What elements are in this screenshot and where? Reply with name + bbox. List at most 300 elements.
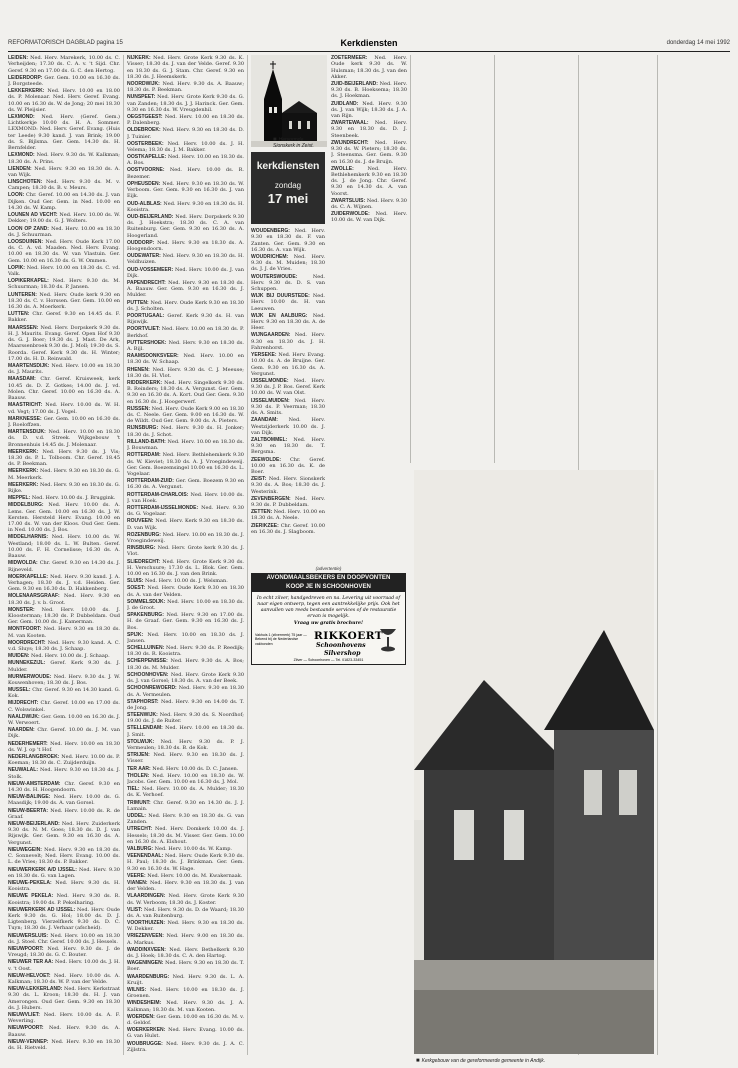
listing-entry [127,826,244,845]
place-name: LOON: [8,192,25,199]
column-divider [657,55,658,1055]
place-name: LIENDEN: [8,165,32,172]
listing-column-2 [127,55,244,1055]
listing-entry [8,767,120,780]
place-name: RIJNSBURG: [127,425,159,432]
listing-entry [127,425,244,438]
place-name: OUDDORP: [127,239,155,246]
place-name: MIDDELHARNIS: [8,534,48,541]
listing-entry [8,179,120,192]
sionskerk-image [251,55,327,150]
place-name: ROTTERDAM: [127,452,161,459]
listing-entry [8,808,120,821]
listing-entry [127,340,244,353]
service-times: Ned. Herv. Oude kerk 9.30 ds. W. Hulsman; 18.30 ds. J. van den Akker. [331,55,407,80]
listing-entry [251,332,325,351]
listing-entry [8,152,120,165]
place-name: ZUIDLAND: [331,100,359,107]
listing-entry [8,468,120,481]
place-name: NIEUWE-PEKELA: [8,879,52,886]
place-name: NIEUWE PEKELA: [8,893,54,900]
service-times: Chr. Geref. Kruisweek, kerk 10.45 ds. D. Z. Gotkes; 14.00 ds. J. vd. Molen. Chr. Geref. 10.00 en 16.30 ds. A. Baauw. [8,376,120,402]
listing-entry [127,699,244,712]
listing-entry [127,94,244,113]
service-times: Ned. Herv. Bethelkerk 9.30 ds. J. Hoek; 18.30 ds. C. A. den Hartog. [127,946,244,960]
place-name: IJSSELMONDE: [251,377,289,384]
title-line-3: 17 mei [267,191,309,206]
service-times: Chr. Geref. 10.00 en 16.30 ds. J. Slagboom. [251,522,325,535]
service-times: Ned. Herv. 10.00 ds. A. Kalkman; 18.30 ds. W. P. van der Velde. [8,972,120,985]
place-name: WOUDENBERG: [251,228,290,234]
service-times: Ned. Herv. 9.30 kand. J. A. Verhagen; 18.30 ds. J. v.d. Heiden. Ger. Gem. 9.30 en 16.30 ds. D. Hakkenberg. [8,573,120,593]
listing-entry [127,987,244,1000]
listing-entry [8,416,120,429]
service-times: Ned. Herv. 9.30 ds. J. van Wijk; 18.30 ds. J. A. van Rijn. [331,100,407,120]
place-name: LEKKERKERK: [8,88,45,95]
listing-entry [8,226,120,239]
listing-entry [8,502,120,533]
service-times: Ned. Herv. 9.30 kand. A. C. v.d. Sluys; 18.30 ds. J. Schaap. [8,639,120,652]
listing-entry [8,449,120,468]
place-name: WOUTERSWOUDE: [251,273,298,280]
place-name: WOERKERKEN: [127,1027,166,1034]
service-times: Ned. Herv. 9.30 en 18.30 ds. G. Rijke. [8,481,120,494]
listing-entry [127,1014,244,1027]
listing-entry [127,645,244,658]
listing-entry [8,363,120,376]
service-times: Ned. Herv. 9.30 en 18.30 ds. W. Dekker. [127,920,244,933]
place-name: PAPENDRECHT: [127,279,166,286]
service-times: Ned. Herv. 10.00 en 18.30 ds. J. Schuurman. [8,225,120,238]
listing-entry [127,893,244,906]
place-name: WADDINXVEEN: [127,946,166,953]
listing-entry [127,114,244,127]
place-name: TRIMUNT: [127,799,151,806]
place-name: THOLEN: [127,772,150,779]
listing-entry [127,739,244,752]
service-times: Ned. Herv. 9.30 ds. A. Baauw; 18.30 ds. P. Beekman. [127,80,244,94]
place-name: ZEIST: [251,476,267,483]
service-times: Ned. Herv. 9.30 ds. A. Baauw. [8,1025,120,1038]
section-title: Kerkdiensten [340,38,398,48]
ad-headline [252,574,405,592]
listing-entry [251,437,325,456]
listing-entry [251,228,325,253]
service-times: Ned. Herv. 9.30 ds. M. v. Campen; 18.30 ds. B. v. Meurs. [8,179,120,192]
listing-entry [127,545,244,558]
listing-entry [127,773,244,786]
ad-tagline: Vraag uw gratis brochure! [293,621,364,626]
listing-entry [8,907,120,932]
listing-entry [8,75,120,88]
service-times: Ned. Herv. 9.30 en 18.30 ds. A. Hoogendoorn. [127,239,244,253]
listing-entry [251,352,325,377]
listing-entry [127,920,244,933]
column-divider [494,55,495,463]
place-name: MEERKERK: [8,481,39,488]
place-name: VIANEN: [127,879,148,886]
place-name: MOORDRECHT: [8,639,46,646]
listing-entry [127,933,244,946]
listing-entry [8,192,120,211]
service-times: Ned. Herv. Grote Kerk 9.30 ds. H. Verschuure; 17.30 ds. L. Blok. Ger. Gem. 10.00 en 16.30 ds. J. van den Brink. [127,558,244,577]
listing-entry [8,687,120,700]
listing-entry [127,1041,244,1054]
chalice-icon [376,627,400,653]
place-name: OLDEBROEK: [127,127,161,134]
listing-entry [127,612,244,631]
place-name: SOMMELSDIJK: [127,598,166,605]
place-name: NEDERLANGBROEK: [8,754,60,761]
place-name: NIEUWERSLUIS: [8,932,48,939]
listing-entry [8,674,120,687]
service-times: Ned. Herv. 9.30 en 17.00 ds. H. de Graaf. Ger. Gem. 9.30 en 16.30 ds. J. Bos. [127,612,244,631]
listing-entry [8,754,120,767]
place-name: NIEUW-LEKKERLAND: [8,986,63,993]
service-times: Ned. Herv. 9.30 ds. C. J. Meeuse; 18.30 ds. H. Vlot. [127,366,244,379]
listing-entry [8,534,120,559]
listing-column-4 [331,55,407,560]
place-name: MARKNESSE: [8,415,42,422]
listing-entry [8,325,120,363]
service-times: Ned. Herv. 10.00 en 18.30 ds. W. Jacobs. Ger. Gem. 10.00 en 16.30 ds. J. Mol. [127,772,244,785]
service-times: Ned. Herv. Kerkstraat 9.30 ds. L. Kroon; 18.30 ds. H. J. van Amerongen. Oud Ger. Gem. 9.30 en 18.30 ds. J. Hubers. [8,986,120,1011]
listing-entry [127,974,244,987]
place-name: WOERDEN: [127,1013,155,1020]
place-name: MEPPEL: [8,495,31,502]
place-name: OUD-VOSSEMEER: [127,266,174,273]
listing-entry [331,166,407,197]
service-times: Ned. Herv. 9.30 en 18.30 ds. G. van Zanden. [127,812,244,826]
place-name: ROUVEEN: [127,518,154,525]
service-times: Ger. Gem. 10.00 en 16.30 ds. J. Roeloffzen. [8,415,120,428]
place-name: NIEUW-VENNEP: [8,1038,49,1045]
listing-entry [331,55,407,80]
place-name: NIEUW-AMSTERDAM: [8,780,61,787]
service-times: Ned. Herv. 10.00 ds. H. van Leeuwen. [251,293,325,312]
place-name: MAARTENSDIJK: [8,363,50,369]
service-times: Ned. Herv. Oude Kerk 9.30 en 18.30 ds. A. van der Velden. [127,585,244,598]
listing-entry [127,167,244,180]
place-name: MIJDRECHT: [8,700,39,707]
listing-entry [127,658,244,671]
place-name: ZEEWOLDE: [251,456,281,463]
place-name: SPAKENBURG: [127,612,164,619]
service-times: Ned. Herv. 9.30 ds. W. Pieters; 18.30 ds. J. Steensma. Ger. Gem. 9.30 en 16.30 ds. J. de Bruijn. [331,139,407,165]
service-times: Ned. Herv. 9.30 ds. P. Veerman; 18.30 ds. A. Smits. [251,397,325,417]
listing-entry [8,714,120,727]
listing-entry [331,140,407,165]
column-divider [410,55,411,463]
advertisement [251,566,406,666]
service-times: Ned. Herv. 10.00 en 18.30 ds. D. v.d. Streek. Wijkgebouw 't Bronnenhuis 14.45 ds. J. Molenaar. [8,429,120,448]
service-times: Ned. Herv. 10.00 en 18.30 ds. P. Berkhof. [127,326,244,339]
listing-entry [127,81,244,94]
place-name: RILLAND-BATH: [127,438,166,445]
place-name: WAARDENBURG: [127,973,170,980]
listing-entry [8,212,120,225]
place-name: NIEUW-HELVOET: [8,972,51,979]
service-times: Ned. Herv. 9.30 ds. L. A. Kruijt. [127,973,244,986]
place-name: MONSTER: [8,606,35,613]
service-times: Geref. Kerk 9.30 ds. H. van Rijswijk. [127,313,244,326]
service-times: Ned. Herv. 9.30 en 18.30 ds. J. Visser. [127,752,244,765]
listing-entry [127,632,244,645]
place-name: POORTUGAAL: [127,313,165,319]
place-name: UDDEL: [127,812,146,819]
place-name: STRIJEN: [127,752,150,759]
service-times: Ned. Herv. 9.30 ds. P. J. Vermeulen; 18.30 ds. B. de Kok. [127,738,244,752]
place-name: OUD-BEIJERLAND: [127,213,174,220]
place-name: MAARSSEN: [8,324,39,331]
place-name: TER AAR: [127,765,151,772]
place-name: ZWOLLE: [331,165,354,172]
place-name: ZALTBOMMEL: [251,436,288,443]
listing-entry [127,505,244,518]
place-name: MOERKAPELLE: [8,573,48,580]
ad-brand-sub-1: Schoonhovens [316,642,366,649]
place-name: STOLWIJK: [127,738,155,745]
listing-entry [331,120,407,139]
listing-entry [251,254,325,273]
service-times: Ned. Herv. 10.00 ds. R. Bezemer. [127,167,244,180]
service-times: Ned. Herv. Grote Kerk 9.30 ds. G. van Zanden; 18.30 ds. J. J. Harinck. Ger. Gem. 9.30 en 16.30 ds. W. Vreugdenhil. [127,94,244,113]
place-name: NIEUW-BEERTA: [8,807,49,814]
listing-entry [251,274,325,293]
service-times: Ned. Herv. 9.30 en 14.00 ds. T. de Jong. [127,698,244,711]
service-times: Ned. Herv. Bethlehemkerk 9.30 ds. W. Kieviet; 18.30 ds. A. J. Vroegindeweij. Ger. Gem. Boezemsingel 10.00 en 16.30 ds. L. Vogelaar. [127,452,244,478]
service-times: Ned. Herv. 9.30 ds. S. Noordhof; 19.00 ds. J. de Ruiter. [127,712,244,725]
header-rule [8,51,730,52]
listing-entry [127,439,244,452]
place-name: NIEUWERKERK AD IJSSEL: [8,906,76,913]
service-times: Ned. Herv. 9.30 en 18.30 ds. H. Kooistra. [127,200,244,213]
service-times: Ned. Herv. 9.30 ds. A. Bos; 18.30 ds. M. Mulder. [127,658,244,671]
ad-brand-sub-2: Silvershop [324,650,361,657]
listing-entry [8,700,120,713]
service-times: Ned. Herv. 10.00 ds. J. van Dijk. [127,266,244,279]
service-times: Ned. Herv. 9.00 en 18.30 ds. A. Markus. [127,933,244,946]
service-times: Ned. Herv. 9.30 en 18.30 ds. C. Sonnevelt; Ned. Herv. Evang. 10.00 ds. L. de Vries; 18.30 ds. P. Bakker. [8,846,120,866]
listing-column-6 [498,55,574,463]
place-name: ZUID-BEIJERLAND: [331,80,378,87]
listing-entry [8,781,120,794]
place-name: ROTTERDAM-CHARLOIS: [127,491,189,498]
listing-entry [127,960,244,973]
service-times: Ned. Herv. Westzijderkerk 10.00 ds. J. van Dijk. [251,417,325,436]
place-name: MUSSEL: [8,687,31,694]
place-name: POORTVLIET: [127,326,161,333]
place-name: NIJKERK: [127,55,151,61]
place-name: WIJNGAARDEN: [251,332,291,339]
place-name: OOSTERBEEK: [127,140,164,147]
place-name: LUTTEN: [8,311,30,318]
place-name: YERSEKE: [251,352,277,359]
service-times: Ned. Herv. 9.30 ds. C. A. Wijnen. [331,197,407,211]
page-header [8,37,730,51]
service-times: Ned. Herv. 10.00 en 18.30 ds. W. J. op 't Hof. [8,740,120,753]
listing-entry [127,367,244,380]
listing-entry [8,166,120,179]
listing-entry [8,402,120,415]
listing-entry [8,847,120,866]
service-times: Ned. Herv. Dorpskerk 9.30 ds. H. J. Maurits. Evang. Geref. Open Hof 9.30 ds. G. J. Boer; 19.30 ds. J. Mast. De Ark, Maarssenbroek 9.30 ds. J. Moll; 19.30 ds. S. Roorda. Geref. Kerk 9.30 ds. H. Winter; 17.00 ds. H. D. Reinwald. [8,324,120,362]
place-name: VEENENDAAL: [127,853,164,860]
listing-entry [127,880,244,893]
place-name: LINSCHOTEN: [8,179,43,186]
place-name: SCHERPENISSE: [127,658,168,665]
listing-entry [8,640,120,653]
listing-entry [127,452,244,477]
service-times: Ned. Herv. 9.30 ds. J. P. Bos. Geref. Kerk 10.00 ds. W. van Olst. [251,377,325,397]
listing-entry [127,326,244,339]
listing-entry [127,127,244,140]
place-name: ROTTERDAM-ZUID: [127,478,174,485]
service-times: Ned. Herv. 10.00 en 18.00 ds. P. Molenaar. Ned. Herv. Geref. Evang. 10.00 en 16.30 ds. W. de Jong; 20 mei 18.30 ds. W. Pleijsier. [8,88,120,113]
service-times: Ned. Herv. 10.00 en 18.30 ds. J. Jansen. [127,631,244,644]
service-times: Ger. Gem. 10.00 en 16.30 ds. J. Borgsteede. [8,74,120,87]
listing-entry [127,578,244,584]
place-name: SCHELLUINEN: [127,645,165,652]
place-name: WIJK BIJ DUURSTEDE: [251,293,310,300]
andijk-church-image [414,470,654,1054]
place-name: NIEUW-BEIJERLAND: [8,820,60,827]
listing-entry [127,1000,244,1013]
place-name: LOPIK: [8,264,25,271]
place-name: MEERKERK: [8,448,39,455]
service-times: Ned. Herv. 10.00 en 18.30 ds. A. Bos. [127,154,244,167]
listing-entry [251,293,325,312]
place-name: MOLENAARSGRAAF: [8,593,60,600]
listing-entry [331,101,407,120]
ad-headline-line-2: KOOP JE IN SCHOONHOVEN [286,582,371,590]
service-times: Ned. Herv. 10.00 ds. J. H. v. 't Oost. [8,959,120,972]
place-name: RINSBURG: [127,545,156,552]
service-times: Ned. Herv. Grote Kerk 9.30 ds. J. van Gorsel; 18.30 ds. A. van der Beek. [127,671,244,685]
listing-entry [8,607,120,626]
service-times: Ned. Herv. Kerk 9.30 en 18.30 ds. D. van Wijk. [127,518,244,531]
place-name: PUTTERSHOEK: [127,339,167,346]
listing-entry [127,907,244,920]
place-name: MIDWOLDA: [8,560,38,567]
listing-entry [8,88,120,113]
listing-entry [127,518,244,531]
place-name: ZIERIKZEE: [251,522,279,529]
place-name: MAASDAM: [8,376,36,383]
place-name: LEXMOND: [8,113,35,120]
place-name: SLIEDRECHT: [127,558,161,565]
service-times: Ned. Herv. 9.30 en 18.30 ds. F. van Zanten. Ger. Gem. 9.30 en 16.30 ds. A. van Wijk. [251,228,325,253]
listing-entry [251,476,325,495]
listing-entry [8,946,120,959]
place-name: ZOETERMEER: [331,55,368,61]
service-times: Ned. Herv. 10.00 ds. J. Schaap. [29,653,110,660]
service-times: Ned. Herv. Evang. 10.00 ds. G. van Hulst. [127,1027,244,1040]
place-name: ZEVENBERGEN: [251,495,291,502]
service-times: Ned. Herv. 9.30 ds. J. A. Kalkman; 18.30 ds. M. van Kooten. [127,1000,244,1013]
listing-entry [8,292,120,311]
place-name: TIEL: [127,786,140,793]
service-times: Ned. Herv. 9.30 ds. J. Vis; 18.30 ds. P. L. Tolboom. Chr. Geref. 18.45 ds. P. Beekman. [8,448,120,468]
service-times: Ned. Herv. Marekerk, 10.00 ds. C. Verheijden; 17.30 ds. C. A. v. 't Sijd. Chr. Geref. 9.30 en 17.00 ds. G. C. den Hertog. [8,55,120,74]
service-times: Ned. Herv. 9.30 ds. B. Hoeksema; 18.30 ds. J. Hoekman. [331,80,407,100]
listing-entry [8,376,120,401]
service-times: Ned. Herv. 9.30 en 18.30 ds. A. Bijl. [127,339,244,353]
church-photo-caption [273,137,325,149]
bullet-icon: ■ [273,137,277,143]
service-times: Ned. Herv. Grote kerk 9.30 ds. J. Vlot. [127,545,244,558]
place-name: ZWARTEWAAL: [331,120,369,127]
listing-entry [127,813,244,826]
service-times: Chr. Geref. 9.30 en 14.45 ds. F. Bakker. [8,311,120,324]
place-name: NIEUWVLIET: [8,1012,40,1019]
section-title-box [251,152,325,224]
service-times: Ned. Herv. 10.00 ds. W. van Dijk. [331,211,407,224]
place-name: OPHEUSDEN: [127,180,161,187]
listing-entry [331,198,407,211]
service-times: Ned. Herv. 10.00 ds. W. Kamp. [153,845,232,852]
listing-entry [8,660,120,673]
listing-entry [8,239,120,264]
listing-entry [8,495,120,501]
service-times: Ned. Herv. 9.30 en 18.30 ds. J. Stolk. [8,767,120,780]
listing-entry [8,880,120,893]
place-name: LEXMOND: [8,152,35,159]
place-name: VOORTHUIZEN: [127,920,166,927]
listing-entry [127,154,244,167]
place-name: RHENEN: [127,366,150,373]
listing-entry [127,353,244,366]
listing-entry [8,959,120,972]
listing-entry [127,253,244,266]
service-times: Ned. Herv. 10.00 ds. J. H. Velema; 18.30 ds. J. M. Bakker. [127,140,244,153]
service-times: Ned. Herv. 10.00 en 18.30 ds. J. Stoel. Chr. Geref. 10.00 ds. J. Hessels. [8,932,120,945]
listing-entry [8,482,120,495]
service-times: Ned. Herv. 10.00 ds. J. van Hoek. [127,491,244,504]
listing-entry [8,727,120,740]
place-name: WOUBRUGGE: [127,1040,163,1047]
place-name: VLAARDINGEN: [127,893,166,900]
listing-entry [127,313,244,326]
place-name: LOUNEN AD VECHT: [8,212,58,219]
service-times: Ned. Herv. Zuiderkerk 9.30 ds. N. M. Goes; 18.30 ds. D. J. van Rijswijk. Ger. Gem. 9.30 en 16.30 ds. A. Vergunst. [8,820,120,846]
service-times: Ned. Herv. 9.30 en 18.30 ds. J. H. Fahrenhorst. [251,332,325,351]
service-times: Ned. Herv. Oude Kerk 9.30 ds. H. Paul; 18.30 ds. J. Brinkman. Ger. Gem. 9.30 en 16.30 ds. W. Hage. [127,853,244,872]
listing-entry [127,725,244,738]
service-times: Ned. Herv. Grote Kerk 9.30 ds. K. Visser; 18.30 ds. J. van der Velde. Geref. 9.30 en 18.30 ds. G. J. Stam. Chr. Geref. 9.30 en 18.30 ds. J. Heemskerk. [127,55,244,80]
listing-entry [127,181,244,200]
listing-entry [8,933,120,946]
service-times: Ned. Herv. Oude kerk 9.30 en 18.30 ds. C. v. Horssen. Ger. Gem. 10.00 en 16.30 ds. A. Moerkerk. [8,291,120,311]
listing-column-8 [661,55,730,1055]
listing-entry [8,794,120,807]
service-times: Ned. Herv. 9.30 en 18.30 ds. D. J. Steenbeek. [331,120,407,139]
listing-entry [8,1012,120,1025]
place-name: OOSTVOORNE: [127,167,165,174]
listing-entry [251,523,325,536]
service-times: Ned. Herv. 10.00 en 18.30 ds. J. Maurits. [8,363,120,376]
service-times: Ned. Herv. Oude Kerk 9.30 ds. G. Hol; 18.00 ds. D. J. Ligtenberg. Vierzelfkerk 9.30 ds. D. C. Tuyn; 18.30 ds. J. Verhaar (afscheid). [8,906,120,932]
listing-entry [127,380,244,405]
place-name: NAARDEN: [8,727,35,734]
place-name: VLIST: [127,906,143,913]
place-name: MIDDELBURG: [8,502,44,509]
place-name: WIJK EN AALBURG: [251,312,308,319]
service-times: Ned. Herv. 10.00 ds. J. Bruggink. [30,495,116,502]
listing-entry [8,311,120,324]
column-divider [247,55,248,1055]
place-name: WILNIS: [127,987,147,993]
